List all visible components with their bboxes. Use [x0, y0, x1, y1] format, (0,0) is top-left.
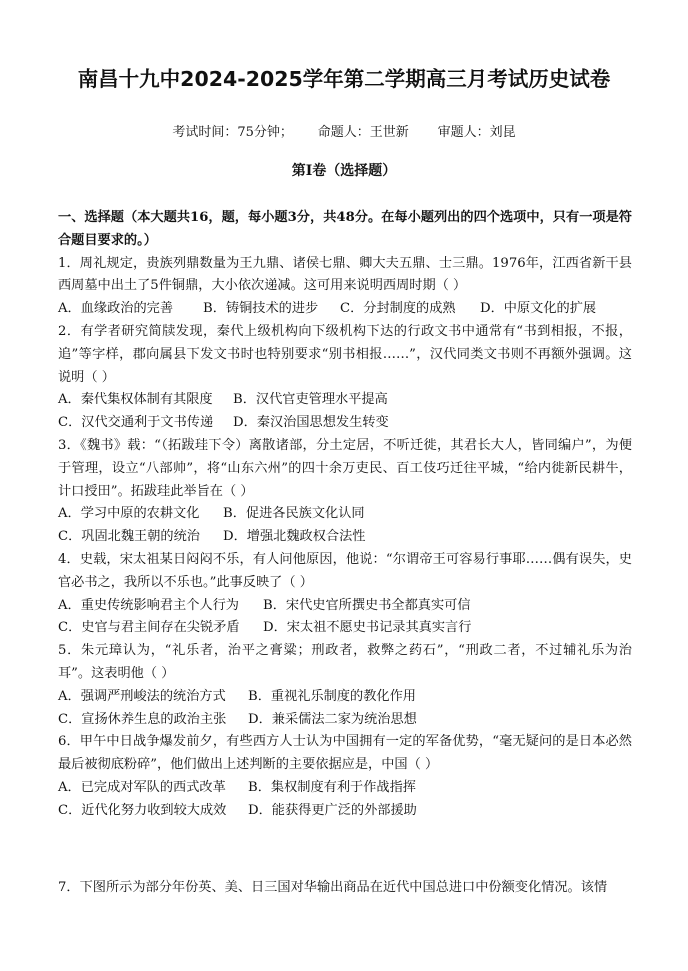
question-stem: 2．有学者研究简牍发现，秦代上级机构向下级机构下达的行政文书中通常有“书到相报，不报，追”等字样，郡向属县下发文书时也特别要求“别书相报……”，汉代同类文书则不再额外强调。这说明（ ）: [58, 323, 632, 385]
option-c: C．分封制度的成熟: [340, 301, 456, 317]
option-b: B．重视礼乐制度的教化作用: [248, 688, 416, 704]
question-stem: 1．周礼规定，贵族列鼎数量为王九鼎、诸侯七鼎、卿大夫五鼎、士三鼎。1976年，江西省新干县西周墓中出土了5件铜鼎，大小依次递减。这可用来说明西周时期（ ）: [58, 255, 632, 294]
option-a: A．重史传统影响君主个人行为: [58, 597, 239, 613]
option-d: D．宋太祖不愿史书记录其真实言行: [263, 620, 472, 636]
question-3: [58, 435, 632, 549]
question-4: [58, 549, 632, 640]
options-row: [58, 298, 632, 321]
options-row: [58, 412, 632, 435]
question-6: [58, 731, 632, 822]
options-row: [58, 800, 632, 823]
option-c: C．汉代交通利于文书传递: [58, 415, 214, 431]
question-stem: 6．甲午中日战争爆发前夕，有些西方人士认为中国拥有一定的军备优势，“毫无疑问的是日本必然最后被彻底粉碎”，他们做出上述判断的主要依据应是，中国（ ）: [58, 734, 632, 773]
question-stem: 3．《魏书》载：“（拓跋珪下令）离散诸部，分土定居，不听迁徙，其君长大人，皆同编户”，为便于管理，设立“八部帅”，将“山东六州”的四十余万吏民、百工伎巧迁往平城，“给内徙新民耕牛，计口授田”。拓跋珪此举旨在（ ）: [58, 437, 632, 499]
option-b: B．汉代官吏管理水平提高: [233, 392, 388, 408]
option-b: B．集权制度有利于作战指挥: [248, 779, 416, 795]
section-title: 第Ⅰ卷（选择题）: [291, 163, 397, 179]
option-b: B．促进各民族文化认同: [223, 506, 365, 522]
page-title: 南昌十九中2024-2025学年第二学期高三月考试历史试卷: [77, 67, 611, 91]
option-a: A．强调严刑峻法的统治方式: [58, 688, 226, 704]
question-stem: 4．史载，宋太祖某日闷闷不乐，有人问他原因，他说：“尔谓帝王可容易行事耶……偶有误失，史官必书之，我所以不乐也。”此事反映了（ ）: [58, 551, 632, 590]
option-c: C．近代化努力收到较大成效: [58, 802, 227, 818]
option-a: A．已完成对军队的西式改革: [58, 779, 226, 795]
question-1: [58, 253, 632, 321]
question-stem: 5．朱元璋认为，“礼乐者，治平之膏粱；刑政者，救弊之药石”，“刑政二者，不过辅礼乐为治耳”。这表明他（ ）: [58, 643, 632, 681]
option-c: C．巩固北魏王朝的统治: [58, 529, 200, 545]
question-5: [58, 640, 632, 731]
option-c: C．宣扬休养生息的政治主张: [58, 711, 227, 727]
options-row: [58, 777, 632, 800]
option-c: C．史官与君主间存在尖锐矛盾: [58, 620, 240, 636]
option-d: D．秦汉治国思想发生转变: [233, 415, 389, 431]
options-row: [58, 526, 632, 549]
option-b: B．铸铜技术的进步: [203, 301, 319, 317]
option-d: D．能获得更广泛的外部援助: [248, 802, 417, 818]
options-row: [58, 686, 632, 709]
question-7-stem: 7．下图所示为部分年份英、美、日三国对华输出商品在近代中国总进口中份额变化情况。该情: [58, 880, 608, 895]
option-d: D．兼采儒法二家为统治思想: [248, 711, 417, 727]
option-a: A．学习中原的农耕文化: [58, 506, 200, 522]
questions-block: [58, 207, 632, 823]
question-2: [58, 321, 632, 435]
option-d: D．中原文化的扩展: [480, 301, 597, 317]
options-row: [58, 709, 632, 732]
options-row: [58, 389, 632, 412]
option-d: D．增强北魏政权合法性: [223, 529, 366, 545]
option-a: A．秦代集权体制有其限度: [58, 392, 213, 408]
instructions: 一、选择题（本大题共16，题，每小题3分，共48分。在每小题列出的四个选项中，只有一项是符合题目要求的。）: [58, 210, 632, 248]
options-row: [58, 503, 632, 526]
option-b: B．宋代史官所撰史书全都真实可信: [263, 597, 471, 613]
exam-meta: 考试时间：75分钟； 命题人：王世新 审题人：刘昆: [172, 125, 516, 140]
option-a: A．血缘政治的完善: [58, 301, 174, 317]
options-row: [58, 595, 632, 618]
options-row: [58, 617, 632, 640]
